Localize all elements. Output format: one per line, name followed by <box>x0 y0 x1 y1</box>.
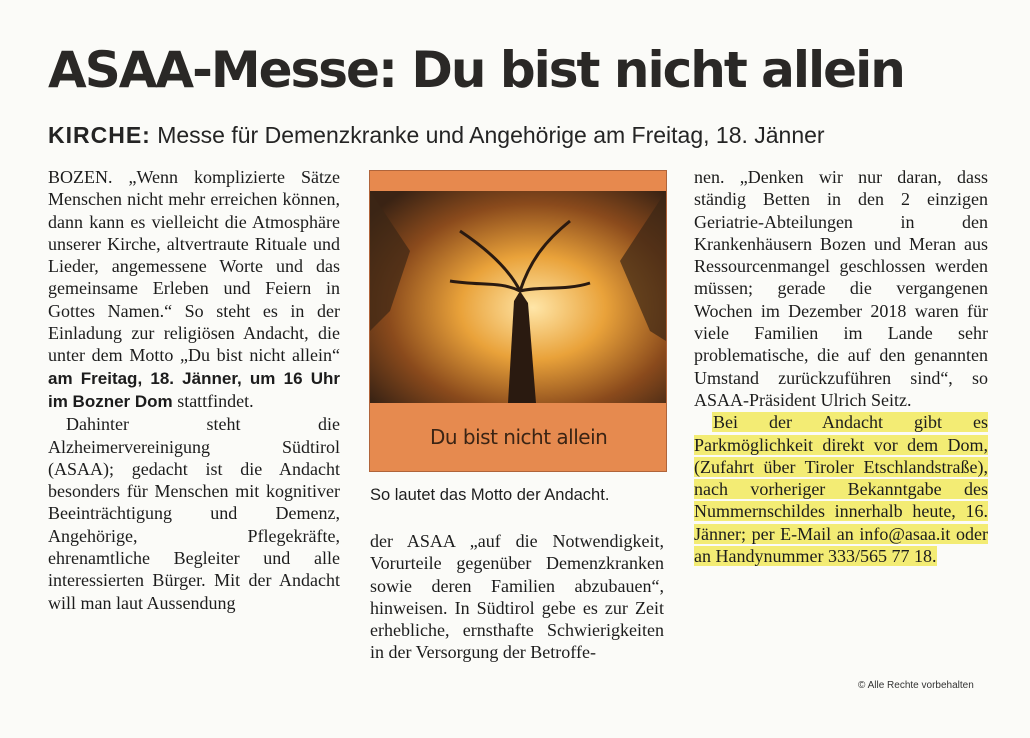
highlighted-text: Bei der Andacht gibt es Parkmöglichkeit direkt vor dem Dom, (Zufahrt über Tiroler Etschlandstraße), nach vorheriger Bekanntgabe des Nummernschildes innerhalb heute, 16. Jänner; per E-Mail an info@asaa.it oder an Handynummer 333/565 77 18. <box>694 412 988 567</box>
headline: ASAA-Messe: Du bist nicht allein <box>48 41 904 99</box>
paragraph-1-start: BOZEN. „Wenn komplizierte Sätze Menschen nicht mehr erreichen können, dann kann es vielleicht die Atmosphäre unserer Kirche, altvertraute Rituale und Lieder, angemessene Worte und das gemeinsame Erleben und Feiern in Gottes Namen.“ So steht es in der Einladung zur religiösen Andacht, die unter dem Motto „Du bist nicht allein“ <box>48 167 340 366</box>
subheadline <box>48 120 998 150</box>
motto-overlay-text: Du bist nicht allein <box>430 425 608 449</box>
subhead-kicker: KIRCHE: <box>48 122 151 148</box>
article-photo <box>369 170 667 472</box>
paragraph-2: Dahinter steht die Alzheimervereinigung Südtirol (ASAA); gedacht ist die Andacht besonders für Menschen mit kognitiver Beeinträchtigung und Demenz, Angehörige, Pflegekräfte, ehrenamtliche Begleiter und alle interessierten Bürger. Mit der Andacht will man laut Aussendung <box>48 414 340 613</box>
autumn-tree-image <box>370 191 666 403</box>
article-column-1 <box>48 166 340 614</box>
subhead-text: Messe für Demenzkranke und Angehörige am Freitag, 18. Jänner <box>150 122 825 148</box>
event-date-bold: am Freitag, 18. Jänner, um 16 Uhr im Bozner Dom <box>48 368 340 411</box>
paragraph-1-end: stattfindet. <box>172 390 254 411</box>
article-column-2 <box>370 530 664 664</box>
paragraph-5-highlighted <box>694 411 988 567</box>
paragraph-3: der ASAA „auf die Notwendigkeit, Vorurteile gegenüber Demenzkranken sowie deren Familien abzubauen“, hinweisen. In Südtirol gebe es zur Zeit erhebliche, ernsthafte Schwierigkeiten in der Versorgung der Betroffe- <box>370 531 664 663</box>
copyright-notice: © Alle Rechte vorbehalten <box>858 680 974 691</box>
paragraph-4: nen. „Denken wir nur daran, dass ständig Betten in den 2 einzigen Geriatrie-Abteilungen in den Krankenhäusern Bozen und Meran aus Ressourcenmangel geschlossen werden müssen; gerade die vergangenen Wochen im Dezember 2018 waren für viele Familien im Lande sehr problematische, die auf den genannten Umstand zurückzuführen sind“, so ASAA-Präsident Ulrich Seitz. <box>694 167 988 410</box>
paragraph-1 <box>48 166 340 413</box>
photo-caption: So lautet das Motto der Andacht. <box>370 486 610 504</box>
article-column-3 <box>694 166 988 567</box>
